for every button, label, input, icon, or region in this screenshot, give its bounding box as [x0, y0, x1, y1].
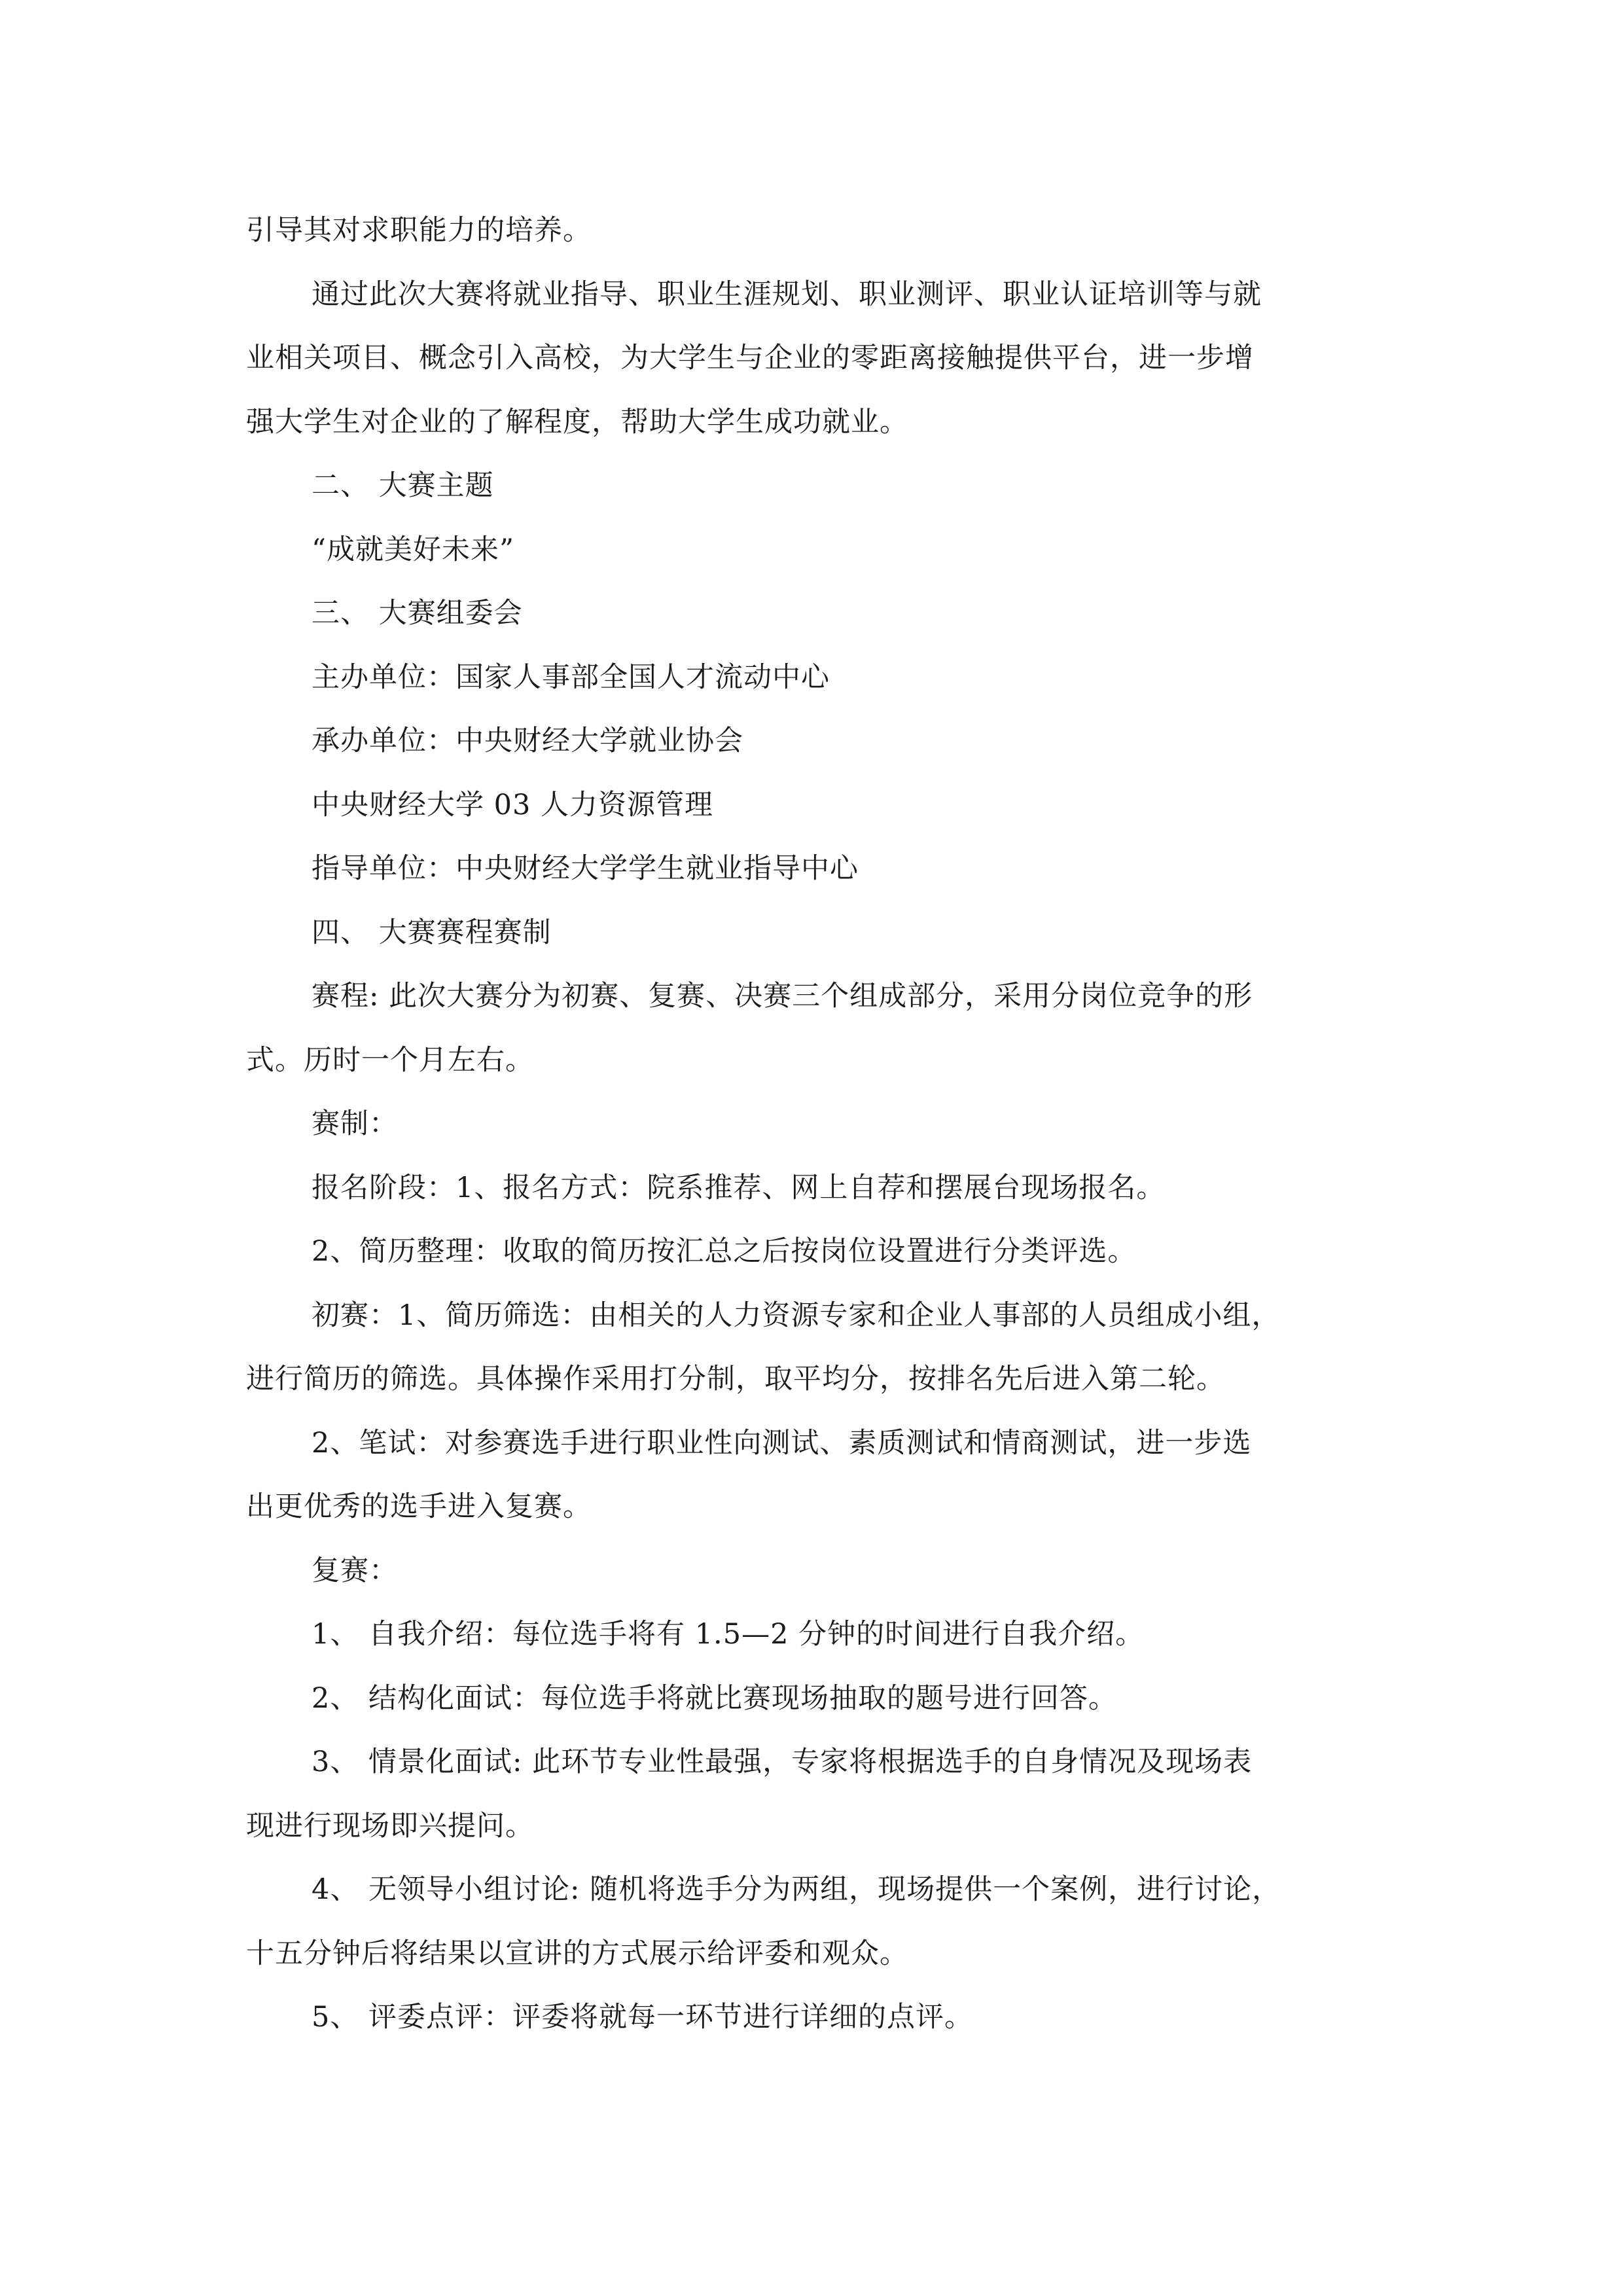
registration-item-2: 2、简历整理：收取的简历按汇总之后按岗位设置进行分类评选。: [312, 1235, 1137, 1268]
paragraph-line: 业相关项目、概念引入高校，为大学生与企业的零距离接触提供平台，进一步增: [246, 342, 1254, 374]
section-heading-committee: 三、 大赛组委会: [312, 597, 523, 630]
document-body: [246, 199, 1382, 2050]
semifinal-item-4: 4、 无领导小组讨论: 随机将选手分为两组，现场提供一个案例，进行讨论，: [312, 1873, 1281, 1906]
paragraph-line: 赛程: 此次大赛分为初赛、复赛、决赛三个组成部分，采用分岗位竞争的形: [312, 980, 1253, 1013]
theme-slogan: “成就美好未来”: [312, 533, 514, 566]
rules-label: 赛制：: [312, 1107, 398, 1140]
undertaking-organizer: 承办单位：中央财经大学就业协会: [312, 725, 743, 757]
section-heading-theme: 二、 大赛主题: [312, 469, 494, 502]
undertaking-organizer-2: 中央财经大学 03 人力资源管理: [312, 788, 714, 821]
paragraph-line: 十五分钟后将结果以宣讲的方式展示给评委和观众。: [246, 1937, 908, 1970]
semifinal-item-3: 3、 情景化面试: 此环节专业性最强，专家将根据选手的自身情况及现场表: [312, 1746, 1253, 1778]
section-heading-schedule: 四、 大赛赛程赛制: [312, 916, 552, 949]
paragraph-line: 通过此次大赛将就业指导、职业生涯规划、职业测评、职业认证培训等与就: [312, 278, 1262, 311]
semifinal-item-5: 5、 评委点评：评委将就每一环节进行详细的点评。: [312, 2001, 974, 2034]
preliminary-item-1: 初赛：1、简历筛选：由相关的人力资源专家和企业人事部的人员组成小组，: [312, 1299, 1281, 1332]
paragraph-line: 现进行现场即兴提问。: [246, 1809, 534, 1842]
semifinal-item-2: 2、 结构化面试：每位选手将就比赛现场抽取的题号进行回答。: [312, 1681, 1118, 1715]
paragraph-line: 出更优秀的选手进入复赛。: [246, 1490, 592, 1523]
semifinal-label: 复赛：: [312, 1554, 398, 1587]
guiding-organizer: 指导单位：中央财经大学学生就业指导中心: [312, 852, 859, 885]
preliminary-item-2: 2、笔试：对参赛选手进行职业性向测试、素质测试和情商测试，进一步选: [312, 1426, 1252, 1460]
paragraph-line: 引导其对求职能力的培养。: [246, 214, 592, 247]
host-organizer: 主办单位：国家人事部全国人才流动中心: [312, 660, 830, 694]
registration-item-1: 报名阶段：1、报名方式：院系推荐、网上自荐和摆展台现场报名。: [312, 1171, 1166, 1204]
paragraph-line: 进行简历的筛选。具体操作采用打分制，取平均分，按排名先后进入第二轮。: [246, 1363, 1225, 1395]
paragraph-line: 强大学生对企业的了解程度，帮助大学生成功就业。: [246, 405, 908, 439]
semifinal-item-1: 1、 自我介绍：每位选手将有 1.5—2 分钟的时间进行自我介绍。: [312, 1618, 1145, 1651]
paragraph-line: 式。历时一个月左右。: [246, 1043, 534, 1077]
